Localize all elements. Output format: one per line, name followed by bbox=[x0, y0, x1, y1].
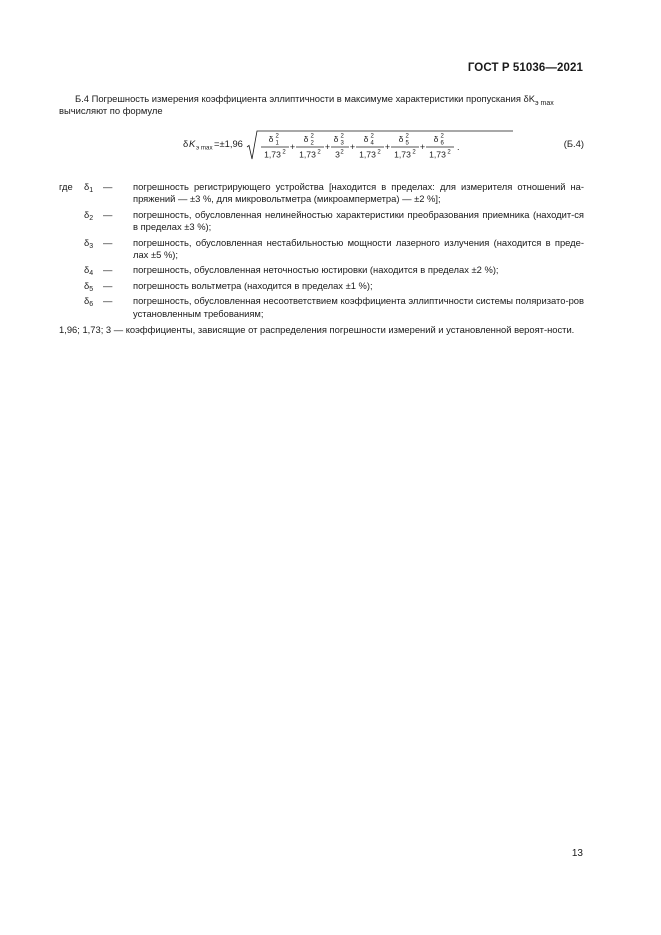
definition-dash: — bbox=[103, 208, 113, 220]
definition-text: погрешность, обусловленная нестабильностью мощности лазерного излучения (находится в преде-лах ±5 %); bbox=[133, 236, 584, 261]
numerator-power: 2 bbox=[440, 133, 444, 140]
definition-row bbox=[59, 280, 584, 292]
definitions-list bbox=[59, 181, 584, 336]
fraction-term-5 bbox=[391, 134, 419, 160]
fraction-term-1 bbox=[261, 134, 289, 160]
numerator-delta: δ bbox=[363, 134, 369, 144]
definition-row bbox=[59, 295, 584, 320]
definition-symbol: $\delta_4$ bbox=[84, 264, 94, 278]
denominator-power: 2 bbox=[377, 149, 381, 156]
formula-terms bbox=[261, 134, 460, 160]
denominator-power: 2 bbox=[340, 149, 344, 156]
definition-symbol: $\delta_2$ bbox=[84, 208, 94, 222]
numerator-index: 1 bbox=[275, 140, 279, 147]
numerator-power: 2 bbox=[310, 133, 314, 140]
numerator-power: 2 bbox=[275, 133, 279, 140]
plus-sign: + bbox=[289, 142, 296, 152]
fraction-term-4 bbox=[356, 134, 384, 160]
document-header bbox=[468, 61, 583, 76]
page-number: 13 bbox=[571, 848, 583, 859]
definition-dash: — bbox=[103, 279, 113, 291]
denominator-value: 1,73 bbox=[264, 149, 281, 160]
fraction-term-3 bbox=[331, 134, 349, 160]
lhs-subscript: э max bbox=[196, 144, 213, 152]
coefficients-note: 1,96; 1,73; 3 — коэффициенты, зависящие от распределения погрешности измерений и установленной вероят-ности. bbox=[59, 324, 575, 336]
definition-text: погрешность регистрирующего устройства [находится в пределах: для измерителя отношений на-пряжений — ±3 %, для микровольтметра (микроамперметра) — ±2 %]; bbox=[133, 181, 584, 205]
intro-text: Б.4 Погрешность измерения коэффициента эллиптичности в максимуме характеристики пропускания δK bbox=[75, 93, 535, 104]
formula-end-dot: . bbox=[457, 142, 460, 152]
intro-text-line2: вычисляют по формуле bbox=[59, 105, 163, 117]
definition-row bbox=[59, 181, 584, 206]
denominator-power: 2 bbox=[282, 149, 286, 156]
definition-symbol: $\delta_6$ bbox=[84, 295, 94, 309]
definition-dash: — bbox=[103, 181, 113, 192]
clause-b4-intro bbox=[59, 93, 584, 118]
definition-symbol: $\delta_5$ bbox=[84, 279, 94, 293]
definition-dash: — bbox=[103, 295, 113, 307]
lhs-delta: δ bbox=[183, 138, 189, 149]
formula-b4 bbox=[59, 130, 584, 162]
definition-symbol: $\delta_3$ bbox=[84, 236, 94, 250]
denominator-value: 1,73 bbox=[429, 149, 446, 160]
denominator-value: 1,73 bbox=[394, 149, 411, 160]
denominator-value: 3 bbox=[335, 149, 340, 160]
denominator-power: 2 bbox=[447, 149, 451, 156]
numerator-delta: δ bbox=[398, 134, 404, 144]
denominator-power: 2 bbox=[412, 149, 416, 156]
numerator-delta: δ bbox=[433, 134, 439, 144]
numerator-power: 2 bbox=[405, 133, 409, 140]
definition-text: погрешность, обусловленная нелинейностью характеристики преобразования приемника (находит-ся в пределах ±3 %); bbox=[133, 208, 584, 233]
denominator-value: 1,73 bbox=[299, 149, 316, 160]
numerator-delta: δ bbox=[333, 134, 339, 144]
definition-text: погрешность, обусловленная неточностью юстировки (находится в пределах ±2 %); bbox=[133, 264, 499, 276]
numerator-delta: δ bbox=[303, 134, 309, 144]
definition-text: погрешность вольтметра (находится в пределах ±1 %); bbox=[133, 279, 373, 291]
definition-lead: где bbox=[59, 181, 73, 192]
plus-sign: + bbox=[419, 142, 426, 152]
definition-symbol: $\delta_1$ bbox=[84, 181, 94, 194]
equals-coefficient: =±1,96 bbox=[214, 138, 243, 149]
fraction-term-2 bbox=[296, 134, 324, 160]
plus-sign: + bbox=[324, 142, 331, 152]
intro-subscript: э max bbox=[534, 99, 554, 107]
numerator-index: 2 bbox=[310, 140, 314, 147]
lhs-K: K bbox=[189, 138, 196, 149]
definition-row bbox=[59, 209, 584, 234]
plus-sign: + bbox=[384, 142, 391, 152]
denominator-value: 1,73 bbox=[359, 149, 376, 160]
numerator-index: 4 bbox=[370, 140, 374, 147]
numerator-power: 2 bbox=[340, 133, 344, 140]
numerator-index: 6 bbox=[440, 140, 444, 147]
standard-id: ГОСТ Р 51036—2021 bbox=[467, 62, 583, 74]
numerator-delta: δ bbox=[268, 134, 274, 144]
numerator-power: 2 bbox=[370, 133, 374, 140]
definition-dash: — bbox=[103, 236, 113, 248]
definition-row bbox=[59, 237, 584, 262]
fraction-term-6 bbox=[426, 134, 454, 160]
numerator-index: 5 bbox=[405, 140, 409, 147]
denominator-power: 2 bbox=[317, 149, 321, 156]
definition-text: погрешность, обусловленная несоответствием коэффициента эллиптичности системы поляризато-ров установленным требованиям; bbox=[133, 295, 584, 319]
formula-number: (Б.4) bbox=[563, 138, 584, 149]
plus-sign: + bbox=[349, 142, 356, 152]
numerator-index: 3 bbox=[340, 140, 344, 147]
definition-dash: — bbox=[103, 264, 113, 276]
formula-expression bbox=[183, 130, 513, 162]
definition-row bbox=[59, 264, 584, 276]
